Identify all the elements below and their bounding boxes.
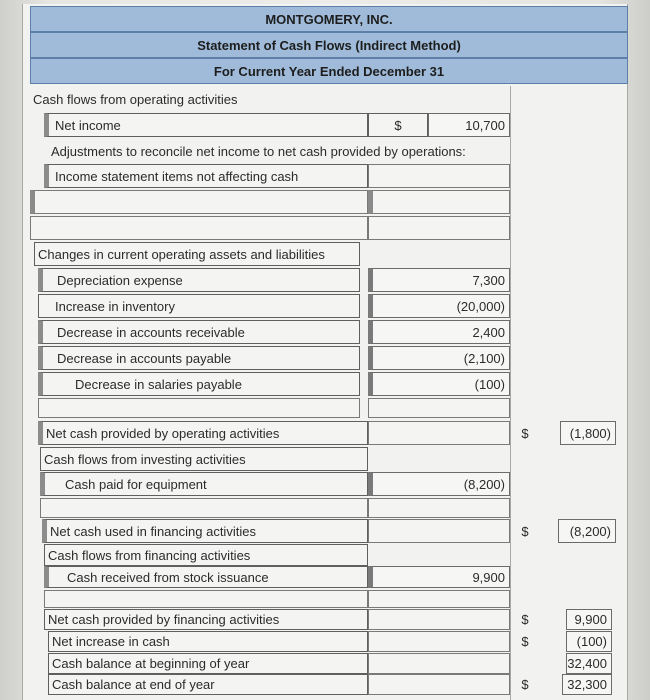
net-increase-currency: $: [521, 634, 529, 649]
line-item-label[interactable]: Decrease in salaries payable: [38, 372, 360, 396]
blank-label-field[interactable]: [30, 216, 368, 240]
beginning-balance-total[interactable]: 32,400: [566, 653, 612, 674]
net-increase-spacer[interactable]: [368, 631, 510, 652]
net-financing-spacer[interactable]: [368, 609, 510, 630]
column-divider: [510, 86, 511, 700]
blank-amount-field[interactable]: [368, 190, 510, 214]
financing-item-label[interactable]: Cash received from stock issuance: [44, 566, 368, 588]
blank-amount-field[interactable]: [368, 590, 510, 608]
investing-item-label[interactable]: Cash paid for equipment: [40, 472, 368, 496]
blank-amount-field[interactable]: [368, 398, 510, 418]
net-increase-total[interactable]: (100): [566, 631, 612, 652]
investing-section-title: Cash flows from investing activities: [40, 447, 368, 471]
net-operating-currency: $: [521, 425, 529, 441]
investing-item-amount[interactable]: (8,200): [368, 472, 510, 496]
net-operating-spacer[interactable]: [368, 421, 510, 445]
beginning-balance-label[interactable]: Cash balance at beginning of year: [48, 653, 368, 674]
line-item-amount[interactable]: 2,400: [368, 320, 510, 344]
adjustments-label: Adjustments to reconcile net income to net cash provided by operations:: [51, 143, 466, 159]
net-investing-spacer[interactable]: [368, 519, 510, 543]
ending-balance-label[interactable]: Cash balance at end of year: [48, 674, 368, 695]
line-item-amount[interactable]: (20,000): [368, 294, 510, 318]
net-investing-total[interactable]: (8,200): [558, 519, 616, 543]
net-income-currency: $: [368, 113, 428, 137]
net-financing-label[interactable]: Net cash provided by financing activities: [44, 609, 368, 630]
net-increase-label[interactable]: Net increase in cash: [48, 631, 368, 652]
statement-period: For Current Year Ended December 31: [30, 58, 628, 84]
line-item-label[interactable]: Increase in inventory: [38, 294, 360, 318]
net-investing-label[interactable]: Net cash used in financing activities: [42, 519, 368, 543]
net-operating-total[interactable]: (1,800): [560, 421, 616, 445]
blank-label-field[interactable]: [40, 498, 368, 518]
blank-amount-field[interactable]: [368, 216, 510, 240]
beginning-balance-spacer[interactable]: [368, 653, 510, 674]
income-items-amount-cell[interactable]: [368, 164, 510, 188]
line-item-amount[interactable]: 7,300: [368, 268, 510, 292]
ending-balance-total[interactable]: 32,300: [562, 674, 612, 695]
net-income-label: Net income: [44, 113, 368, 137]
blank-label-field[interactable]: [30, 190, 368, 214]
statement-title: Statement of Cash Flows (Indirect Method): [30, 32, 628, 58]
blank-label-field[interactable]: [44, 590, 368, 608]
line-item-amount[interactable]: (2,100): [368, 346, 510, 370]
line-item-label[interactable]: Depreciation expense: [38, 268, 360, 292]
blank-label-field[interactable]: [38, 398, 360, 418]
net-income-input[interactable]: 10,700: [428, 113, 510, 137]
line-item-label[interactable]: Decrease in accounts payable: [38, 346, 360, 370]
line-item-amount[interactable]: (100): [368, 372, 510, 396]
blank-amount-field[interactable]: [368, 498, 510, 518]
ending-balance-currency: $: [521, 677, 529, 692]
financing-section-title: Cash flows from financing activities: [44, 544, 368, 566]
income-items-label: Income statement items not affecting cash: [44, 164, 368, 188]
net-operating-label[interactable]: Net cash provided by operating activities: [38, 421, 368, 445]
net-financing-total[interactable]: 9,900: [566, 609, 612, 630]
company-name: MONTGOMERY, INC.: [30, 6, 628, 32]
ending-balance-spacer[interactable]: [368, 674, 510, 695]
net-investing-currency: $: [521, 523, 529, 539]
net-financing-currency: $: [521, 612, 529, 627]
operating-section-title: Cash flows from operating activities: [33, 91, 238, 107]
line-item-label[interactable]: Decrease in accounts receivable: [38, 320, 360, 344]
changes-label: Changes in current operating assets and liabilities: [34, 242, 360, 266]
financing-item-amount[interactable]: 9,900: [368, 566, 510, 588]
